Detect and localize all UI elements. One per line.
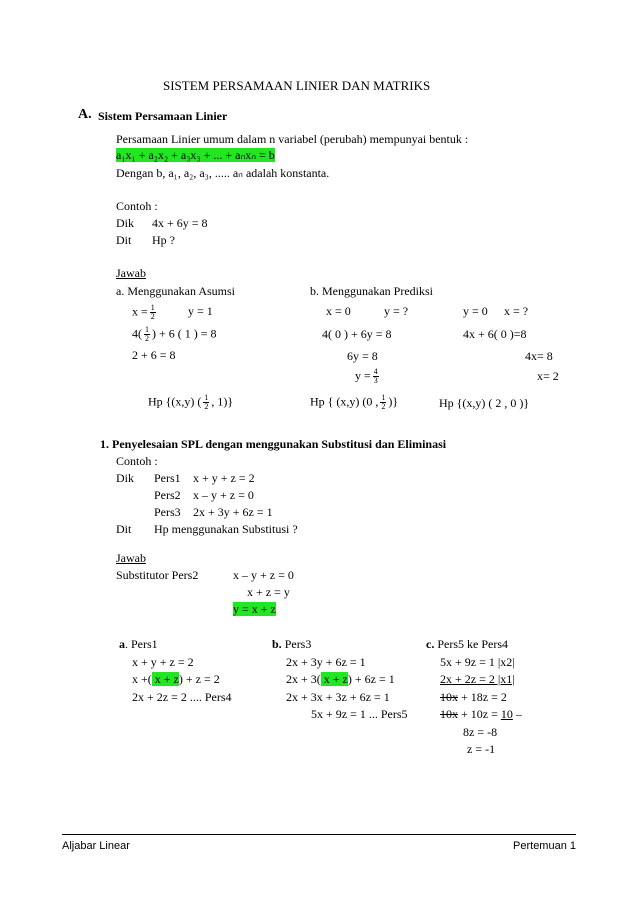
pers1-equation: x + y + z = 2 [193,471,255,485]
constants-line: Dengan b, a₁, a₂, a₃, ..... aₙ adalah konstanta. [116,166,330,180]
col-c-line-3: 10x + 18z = 2 [440,690,507,704]
part-c-r1: 4x= 8 [525,349,553,363]
part-a-sum: 2 + 6 = 8 [132,348,176,362]
contoh-2-label: Contoh : [116,454,158,468]
col-c-line-4: 10x + 10z = 10 – [440,707,522,721]
col-c-line-5: 8z = -8 [463,725,498,739]
section-a-letter: A. [78,107,92,122]
fraction: $\frac{1}{2}$ [145,325,149,343]
fraction: $\frac{4}{3}$ [373,367,378,385]
part-a-y-eq: y = 1 [188,304,213,318]
footer-rule [62,834,576,835]
col-b-line-3: 2x + 3x + 3z + 6z = 1 [286,690,390,704]
part-b-yq: y = ? [384,304,409,318]
section-1-heading: 1. Penyelesaian SPL dengan menggunakan Substitusi dan Eliminasi [100,437,447,451]
part-a-heading: a. Menggunakan Asumsi [116,284,235,298]
jawab-2-label: Jawab [116,551,146,565]
part-c-y0: y = 0 [463,304,488,318]
dit-2-label: Dit [116,522,132,536]
part-c-r2: x= 2 [537,369,559,383]
part-a-x-eq: x = $\frac{1}{2}$ [132,303,155,321]
fraction: $\frac{1}{2}$ [204,393,209,411]
pers2-equation: x – y + z = 0 [193,488,254,502]
col-c-line-2: 2x + 2z = 2 |x1| [440,672,515,686]
footer-meeting: Pertemuan 1 [513,840,576,852]
part-c-hp: Hp {(x,y) ( 2 , 0 )} [439,396,530,410]
part-b-hp: Hp { (x,y) (0 , $\frac{1}{2}$ )} [310,393,399,411]
dik-2-label: Dik [116,471,134,485]
pers1-label: Pers1 [154,471,181,485]
fraction: $\frac{1}{2}$ [381,393,386,411]
dik-equation: 4x + 6y = 8 [152,216,208,230]
col-a-heading: a. Pers1 [119,637,158,651]
general-formula: a₁x₁ + a₂x₂ + a₃x₃ + ... + aₙxₙ = b [116,148,275,162]
dit-value: Hp ? [152,233,175,247]
col-b-line-4: 5x + 9z = 1 ... Pers5 [311,707,408,721]
pers2-label: Pers2 [154,488,181,502]
jawab-label: Jawab [116,266,146,280]
part-c-substitution: 4x + 6( 0 )=8 [463,327,527,341]
page-title: SISTEM PERSAMAAN LINIER DAN MATRIKS [163,78,431,93]
col-c-line-1: 5x + 9z = 1 |x2| [440,655,515,669]
col-a-line-2: x +( x + z) + z = 2 [132,672,220,686]
part-b-substitution: 4( 0 ) + 6y = 8 [322,327,392,341]
part-a-hp: Hp {(x,y) ( $\frac{1}{2}$ , 1)} [148,393,234,411]
col-b-line-2: 2x + 3( x + z) + 6z = 1 [286,672,395,686]
dit-label: Dit [116,233,132,247]
subst-result: y = x + z [233,602,276,616]
col-a-line-3: 2x + 2z = 2 .... Pers4 [132,690,232,704]
col-c-heading: c. Pers5 ke Pers4 [426,637,508,651]
part-b-heading: b. Menggunakan Prediksi [310,284,433,298]
intro-line: Persamaan Linier umum dalam n variabel (perubah) mempunyai bentuk : [116,132,469,146]
subst-step-1: x – y + z = 0 [233,568,294,582]
part-a-substitution: 4( $\frac{1}{2}$ ) + 6 ( 1 ) = 8 [132,325,217,343]
part-b-x0: x = 0 [326,304,351,318]
col-a-line-1: x + y + z = 2 [132,655,194,669]
pers3-label: Pers3 [154,505,181,519]
subst-step-2: x + z = y [247,585,290,599]
col-b-line-1: 2x + 3y + 6z = 1 [286,655,366,669]
col-c-line-6: z = -1 [467,742,496,756]
part-b-y: y = $\frac{4}{3}$ [355,367,378,385]
part-c-xq: x = ? [504,304,529,318]
substitutor-label: Substitutor Pers2 [116,568,199,582]
fraction: $\frac{1}{2}$ [150,303,155,321]
col-b-heading: b. Pers3 [272,637,312,651]
dik-label: Dik [116,216,134,230]
pers3-equation: 2x + 3y + 6z = 1 [193,505,273,519]
dit-2-value: Hp menggunakan Substitusi ? [154,522,298,536]
contoh-label: Contoh : [116,199,158,213]
section-a-heading: Sistem Persamaan Linier [98,109,228,123]
footer-course: Aljabar Linear [62,840,130,852]
part-b-r1: 6y = 8 [347,349,378,363]
